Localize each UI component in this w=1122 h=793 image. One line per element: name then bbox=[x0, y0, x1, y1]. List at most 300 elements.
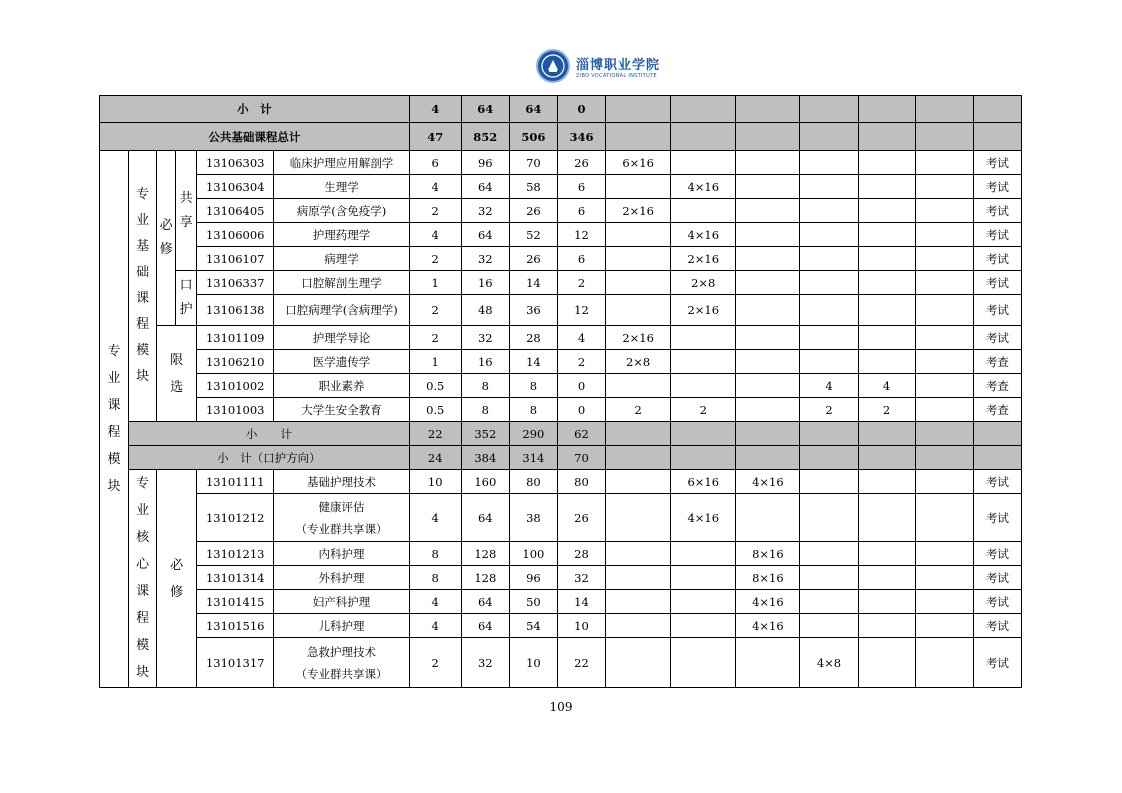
cell-practice: 2 bbox=[557, 350, 605, 374]
cell-sem1 bbox=[606, 614, 671, 638]
cell-sem4 bbox=[800, 295, 858, 326]
cell-theory: 314 bbox=[509, 446, 557, 470]
cell-total: 64 bbox=[461, 590, 509, 614]
cell-sem6 bbox=[915, 271, 973, 295]
school-name-en: ZIBO VOCATIONAL INSTITUTE bbox=[576, 72, 657, 79]
table-row bbox=[100, 590, 1022, 614]
cell-sem3: 4×16 bbox=[736, 614, 800, 638]
cell-credits: 10 bbox=[409, 470, 461, 494]
cell-total: 64 bbox=[461, 494, 509, 542]
course-code: 13101516 bbox=[197, 614, 274, 638]
table-row bbox=[100, 494, 1022, 542]
cell-credits: 22 bbox=[409, 422, 461, 446]
cell-sem2 bbox=[671, 199, 736, 223]
cell-total: 64 bbox=[461, 175, 509, 199]
course-code: 13101314 bbox=[197, 566, 274, 590]
cell-credits: 2 bbox=[409, 295, 461, 326]
cell-sem5 bbox=[858, 542, 915, 566]
cell-exam: 考试 bbox=[973, 590, 1021, 614]
cell-empty bbox=[973, 123, 1021, 151]
course-name: 病理学 bbox=[274, 247, 409, 271]
cell-sem5: 4 bbox=[858, 374, 915, 398]
oral-subtotal-label: 小 计（口护方向） bbox=[129, 446, 410, 470]
course-code: 13106138 bbox=[197, 295, 274, 326]
cell-empty bbox=[973, 422, 1021, 446]
cell-sem3 bbox=[736, 295, 800, 326]
course-name: 儿科护理 bbox=[274, 614, 409, 638]
cell-sem5 bbox=[858, 326, 915, 350]
cell-total: 16 bbox=[461, 350, 509, 374]
course-name: 病原学(含免疫学) bbox=[274, 199, 409, 223]
cell-sem4: 4×8 bbox=[800, 638, 858, 688]
course-code: 13106304 bbox=[197, 175, 274, 199]
cell-practice: 26 bbox=[557, 494, 605, 542]
cell-theory: 14 bbox=[509, 271, 557, 295]
cell-empty bbox=[671, 123, 736, 151]
cell-credits: 6 bbox=[409, 151, 461, 175]
course-code: 13101003 bbox=[197, 398, 274, 422]
cell-total: 64 bbox=[461, 96, 509, 123]
cell-sem3: 4×16 bbox=[736, 590, 800, 614]
cell-sem6 bbox=[915, 295, 973, 326]
cell-total: 8 bbox=[461, 398, 509, 422]
cell-theory: 8 bbox=[509, 374, 557, 398]
cell-credits: 0.5 bbox=[409, 374, 461, 398]
cell-sem4: 2 bbox=[800, 398, 858, 422]
cell-sem6 bbox=[915, 247, 973, 271]
cell-theory: 8 bbox=[509, 398, 557, 422]
cell-sem6 bbox=[915, 350, 973, 374]
table-row bbox=[100, 566, 1022, 590]
cell-practice: 14 bbox=[557, 590, 605, 614]
cell-exam: 考查 bbox=[973, 374, 1021, 398]
cell-sem6 bbox=[915, 151, 973, 175]
school-logo bbox=[536, 47, 696, 85]
cell-sem5 bbox=[858, 638, 915, 688]
cell-sem2 bbox=[671, 350, 736, 374]
cell-theory: 26 bbox=[509, 199, 557, 223]
cell-credits: 2 bbox=[409, 199, 461, 223]
basic-subtotal-label: 小 计 bbox=[129, 422, 410, 446]
table-row bbox=[100, 175, 1022, 199]
cell-theory: 38 bbox=[509, 494, 557, 542]
course-code: 13106405 bbox=[197, 199, 274, 223]
cell-total: 8 bbox=[461, 374, 509, 398]
cell-theory: 10 bbox=[509, 638, 557, 688]
cell-theory: 100 bbox=[509, 542, 557, 566]
cell-sem4 bbox=[800, 494, 858, 542]
cell-sem5 bbox=[858, 151, 915, 175]
cell-credits: 24 bbox=[409, 446, 461, 470]
course-name: 护理药理学 bbox=[274, 223, 409, 247]
basic-module-label: 专业基础课程模块 bbox=[129, 151, 157, 422]
cell-empty bbox=[800, 96, 858, 123]
course-name: 外科护理 bbox=[274, 566, 409, 590]
cell-theory: 28 bbox=[509, 326, 557, 350]
cell-total: 96 bbox=[461, 151, 509, 175]
cell-total: 128 bbox=[461, 566, 509, 590]
cell-sem6 bbox=[915, 175, 973, 199]
cell-theory: 14 bbox=[509, 350, 557, 374]
cell-practice: 10 bbox=[557, 614, 605, 638]
cell-empty bbox=[858, 96, 915, 123]
course-code: 13101109 bbox=[197, 326, 274, 350]
cell-sem6 bbox=[915, 398, 973, 422]
cell-sem2 bbox=[671, 326, 736, 350]
cell-sem1: 6×16 bbox=[606, 151, 671, 175]
cell-exam: 考试 bbox=[973, 470, 1021, 494]
cell-practice: 70 bbox=[557, 446, 605, 470]
course-code: 13101212 bbox=[197, 494, 274, 542]
oral-care-label: 口护 bbox=[176, 271, 197, 326]
cell-theory: 36 bbox=[509, 295, 557, 326]
cell-sem1 bbox=[606, 271, 671, 295]
cell-sem2: 6×16 bbox=[671, 470, 736, 494]
major-module-label: 专业课程模块 bbox=[100, 151, 129, 688]
table-row bbox=[100, 614, 1022, 638]
cell-sem1 bbox=[606, 295, 671, 326]
cell-empty bbox=[671, 96, 736, 123]
table-row bbox=[100, 151, 1022, 175]
cell-practice: 0 bbox=[557, 96, 605, 123]
cell-practice: 62 bbox=[557, 422, 605, 446]
cell-sem6 bbox=[915, 566, 973, 590]
cell-practice: 0 bbox=[557, 398, 605, 422]
cell-total: 128 bbox=[461, 542, 509, 566]
cell-exam: 考查 bbox=[973, 350, 1021, 374]
cell-theory: 506 bbox=[509, 123, 557, 151]
cell-sem4 bbox=[800, 542, 858, 566]
cell-total: 48 bbox=[461, 295, 509, 326]
cell-theory: 26 bbox=[509, 247, 557, 271]
cell-total: 352 bbox=[461, 422, 509, 446]
table-row bbox=[100, 223, 1022, 247]
cell-sem2 bbox=[671, 590, 736, 614]
cell-sem3: 8×16 bbox=[736, 542, 800, 566]
public-subtotal-label: 小 计 bbox=[100, 96, 410, 123]
cell-practice: 6 bbox=[557, 199, 605, 223]
table-row bbox=[100, 199, 1022, 223]
shared-label: 共享 bbox=[176, 151, 197, 271]
cell-exam: 考试 bbox=[973, 614, 1021, 638]
cell-sem3 bbox=[736, 494, 800, 542]
cell-sem5 bbox=[858, 223, 915, 247]
cell-empty bbox=[606, 123, 671, 151]
cell-practice: 28 bbox=[557, 542, 605, 566]
table-row bbox=[100, 326, 1022, 350]
course-name: 大学生安全教育 bbox=[274, 398, 409, 422]
cell-total: 384 bbox=[461, 446, 509, 470]
cell-sem5 bbox=[858, 199, 915, 223]
table-row bbox=[100, 374, 1022, 398]
cell-sem1 bbox=[606, 223, 671, 247]
cell-sem4 bbox=[800, 614, 858, 638]
cell-empty bbox=[671, 422, 736, 446]
cell-total: 64 bbox=[461, 223, 509, 247]
table-row bbox=[100, 350, 1022, 374]
course-code: 13101213 bbox=[197, 542, 274, 566]
cell-sem3 bbox=[736, 350, 800, 374]
cell-sem1 bbox=[606, 638, 671, 688]
cell-sem2 bbox=[671, 614, 736, 638]
cell-sem3 bbox=[736, 271, 800, 295]
cell-theory: 290 bbox=[509, 422, 557, 446]
cell-exam: 考试 bbox=[973, 247, 1021, 271]
page-number: 109 bbox=[549, 700, 573, 714]
cell-sem3 bbox=[736, 638, 800, 688]
cell-sem6 bbox=[915, 590, 973, 614]
cell-sem2 bbox=[671, 151, 736, 175]
cell-sem5 bbox=[858, 494, 915, 542]
cell-empty bbox=[858, 446, 915, 470]
cell-sem3 bbox=[736, 151, 800, 175]
cell-sem6 bbox=[915, 470, 973, 494]
cell-exam: 考试 bbox=[973, 151, 1021, 175]
course-name: 内科护理 bbox=[274, 542, 409, 566]
cell-total: 32 bbox=[461, 638, 509, 688]
basic-subtotal-row bbox=[100, 422, 1022, 446]
course-code: 13106210 bbox=[197, 350, 274, 374]
course-name: 生理学 bbox=[274, 175, 409, 199]
cell-sem1 bbox=[606, 175, 671, 199]
cell-credits: 4 bbox=[409, 614, 461, 638]
cell-sem4 bbox=[800, 326, 858, 350]
cell-empty bbox=[800, 422, 858, 446]
cell-total: 32 bbox=[461, 199, 509, 223]
cell-empty bbox=[858, 422, 915, 446]
table-row bbox=[100, 295, 1022, 326]
cell-empty bbox=[736, 446, 800, 470]
cell-exam: 考试 bbox=[973, 494, 1021, 542]
cell-theory: 54 bbox=[509, 614, 557, 638]
core-required-label: 必修 bbox=[157, 470, 197, 688]
cell-exam: 考查 bbox=[973, 398, 1021, 422]
cell-practice: 22 bbox=[557, 638, 605, 688]
cell-empty bbox=[736, 422, 800, 446]
cell-total: 160 bbox=[461, 470, 509, 494]
course-name: 健康评估 （专业群共享课） bbox=[274, 494, 409, 542]
cell-sem4 bbox=[800, 175, 858, 199]
cell-exam: 考试 bbox=[973, 638, 1021, 688]
cell-theory: 50 bbox=[509, 590, 557, 614]
cell-sem4 bbox=[800, 566, 858, 590]
cell-sem2 bbox=[671, 638, 736, 688]
cell-sem2: 2 bbox=[671, 398, 736, 422]
course-name: 妇产科护理 bbox=[274, 590, 409, 614]
cell-total: 32 bbox=[461, 247, 509, 271]
course-name: 急救护理技术 （专业群共享课） bbox=[274, 638, 409, 688]
course-name: 口腔解剖生理学 bbox=[274, 271, 409, 295]
cell-practice: 12 bbox=[557, 295, 605, 326]
cell-empty bbox=[800, 446, 858, 470]
cell-sem5 bbox=[858, 247, 915, 271]
cell-sem6 bbox=[915, 542, 973, 566]
cell-sem2: 4×16 bbox=[671, 175, 736, 199]
cell-sem6 bbox=[915, 223, 973, 247]
cell-sem2 bbox=[671, 542, 736, 566]
cell-sem3 bbox=[736, 199, 800, 223]
cell-theory: 52 bbox=[509, 223, 557, 247]
table-row bbox=[100, 271, 1022, 295]
cell-empty bbox=[606, 96, 671, 123]
cell-sem1: 2 bbox=[606, 398, 671, 422]
cell-sem4: 4 bbox=[800, 374, 858, 398]
cell-sem2: 4×16 bbox=[671, 494, 736, 542]
cell-credits: 2 bbox=[409, 326, 461, 350]
course-name: 医学遗传学 bbox=[274, 350, 409, 374]
cell-credits: 8 bbox=[409, 542, 461, 566]
cell-empty bbox=[915, 96, 973, 123]
cell-practice: 346 bbox=[557, 123, 605, 151]
cell-theory: 80 bbox=[509, 470, 557, 494]
cell-sem1 bbox=[606, 247, 671, 271]
cell-theory: 70 bbox=[509, 151, 557, 175]
course-code: 13106006 bbox=[197, 223, 274, 247]
cell-empty bbox=[606, 446, 671, 470]
cell-exam: 考试 bbox=[973, 566, 1021, 590]
cell-sem3 bbox=[736, 398, 800, 422]
cell-exam: 考试 bbox=[973, 295, 1021, 326]
cell-credits: 47 bbox=[409, 123, 461, 151]
course-code: 13101317 bbox=[197, 638, 274, 688]
cell-empty bbox=[800, 123, 858, 151]
cell-practice: 2 bbox=[557, 271, 605, 295]
cell-exam: 考试 bbox=[973, 271, 1021, 295]
cell-practice: 4 bbox=[557, 326, 605, 350]
cell-sem1: 2×16 bbox=[606, 326, 671, 350]
cell-sem6 bbox=[915, 494, 973, 542]
cell-empty bbox=[736, 96, 800, 123]
cell-sem5 bbox=[858, 295, 915, 326]
cell-credits: 4 bbox=[409, 96, 461, 123]
cell-sem2: 2×16 bbox=[671, 247, 736, 271]
cell-sem5 bbox=[858, 566, 915, 590]
cell-total: 32 bbox=[461, 326, 509, 350]
cell-credits: 0.5 bbox=[409, 398, 461, 422]
cell-exam: 考试 bbox=[973, 542, 1021, 566]
cell-credits: 1 bbox=[409, 350, 461, 374]
course-name: 口腔病理学(含病理学) bbox=[274, 295, 409, 326]
table-row bbox=[100, 638, 1022, 688]
cell-sem4 bbox=[800, 350, 858, 374]
cell-total: 64 bbox=[461, 614, 509, 638]
cell-practice: 0 bbox=[557, 374, 605, 398]
cell-exam: 考试 bbox=[973, 175, 1021, 199]
cell-sem4 bbox=[800, 247, 858, 271]
core-module-label: 专业核心课程模块 bbox=[129, 470, 157, 688]
course-code: 13101111 bbox=[197, 470, 274, 494]
cell-sem5 bbox=[858, 590, 915, 614]
cell-sem3: 4×16 bbox=[736, 470, 800, 494]
cell-sem6 bbox=[915, 199, 973, 223]
cell-total: 852 bbox=[461, 123, 509, 151]
cell-credits: 2 bbox=[409, 638, 461, 688]
table-row bbox=[100, 470, 1022, 494]
cell-sem5: 2 bbox=[858, 398, 915, 422]
cell-sem3 bbox=[736, 223, 800, 247]
cell-sem4 bbox=[800, 151, 858, 175]
cell-empty bbox=[915, 123, 973, 151]
cell-sem3 bbox=[736, 374, 800, 398]
cell-practice: 26 bbox=[557, 151, 605, 175]
cell-sem2: 4×16 bbox=[671, 223, 736, 247]
cell-exam: 考试 bbox=[973, 326, 1021, 350]
cell-credits: 4 bbox=[409, 175, 461, 199]
public-total-row bbox=[100, 123, 1022, 151]
cell-sem1 bbox=[606, 590, 671, 614]
cell-empty bbox=[606, 422, 671, 446]
cell-sem4 bbox=[800, 590, 858, 614]
required-label: 必修 bbox=[157, 151, 176, 326]
emblem-graphic bbox=[540, 53, 566, 79]
cell-empty bbox=[671, 446, 736, 470]
cell-credits: 2 bbox=[409, 247, 461, 271]
cell-sem5 bbox=[858, 175, 915, 199]
course-code: 13101002 bbox=[197, 374, 274, 398]
cell-sem1 bbox=[606, 494, 671, 542]
cell-credits: 4 bbox=[409, 223, 461, 247]
cell-sem2 bbox=[671, 374, 736, 398]
school-name-cn: 淄博职业学院 bbox=[576, 57, 661, 73]
course-code: 13106337 bbox=[197, 271, 274, 295]
table-row bbox=[100, 542, 1022, 566]
cell-total: 16 bbox=[461, 271, 509, 295]
cell-sem5 bbox=[858, 271, 915, 295]
cell-sem5 bbox=[858, 470, 915, 494]
cell-sem1: 2×8 bbox=[606, 350, 671, 374]
cell-sem1 bbox=[606, 374, 671, 398]
cell-practice: 32 bbox=[557, 566, 605, 590]
cell-sem1 bbox=[606, 470, 671, 494]
cell-exam: 考试 bbox=[973, 199, 1021, 223]
cell-empty bbox=[858, 123, 915, 151]
cell-sem6 bbox=[915, 638, 973, 688]
cell-sem6 bbox=[915, 374, 973, 398]
cell-credits: 4 bbox=[409, 494, 461, 542]
cell-sem1 bbox=[606, 566, 671, 590]
cell-sem3 bbox=[736, 326, 800, 350]
cell-practice: 12 bbox=[557, 223, 605, 247]
public-subtotal-row bbox=[100, 96, 1022, 123]
table-row bbox=[100, 247, 1022, 271]
cell-empty bbox=[915, 422, 973, 446]
cell-sem3 bbox=[736, 175, 800, 199]
course-name: 基础护理技术 bbox=[274, 470, 409, 494]
cell-sem6 bbox=[915, 614, 973, 638]
cell-practice: 6 bbox=[557, 247, 605, 271]
cell-theory: 96 bbox=[509, 566, 557, 590]
course-name: 职业素养 bbox=[274, 374, 409, 398]
cell-sem6 bbox=[915, 326, 973, 350]
course-name: 临床护理应用解剖学 bbox=[274, 151, 409, 175]
cell-theory: 64 bbox=[509, 96, 557, 123]
cell-sem4 bbox=[800, 223, 858, 247]
cell-practice: 6 bbox=[557, 175, 605, 199]
cell-credits: 1 bbox=[409, 271, 461, 295]
school-emblem-icon bbox=[536, 49, 570, 83]
cell-sem4 bbox=[800, 199, 858, 223]
oral-subtotal-row bbox=[100, 446, 1022, 470]
course-code: 13101415 bbox=[197, 590, 274, 614]
limited-elective-label: 限选 bbox=[157, 326, 197, 422]
cell-sem1: 2×16 bbox=[606, 199, 671, 223]
cell-sem2: 2×8 bbox=[671, 271, 736, 295]
cell-exam: 考试 bbox=[973, 223, 1021, 247]
cell-empty bbox=[973, 96, 1021, 123]
cell-practice: 80 bbox=[557, 470, 605, 494]
cell-sem3: 8×16 bbox=[736, 566, 800, 590]
cell-sem5 bbox=[858, 350, 915, 374]
